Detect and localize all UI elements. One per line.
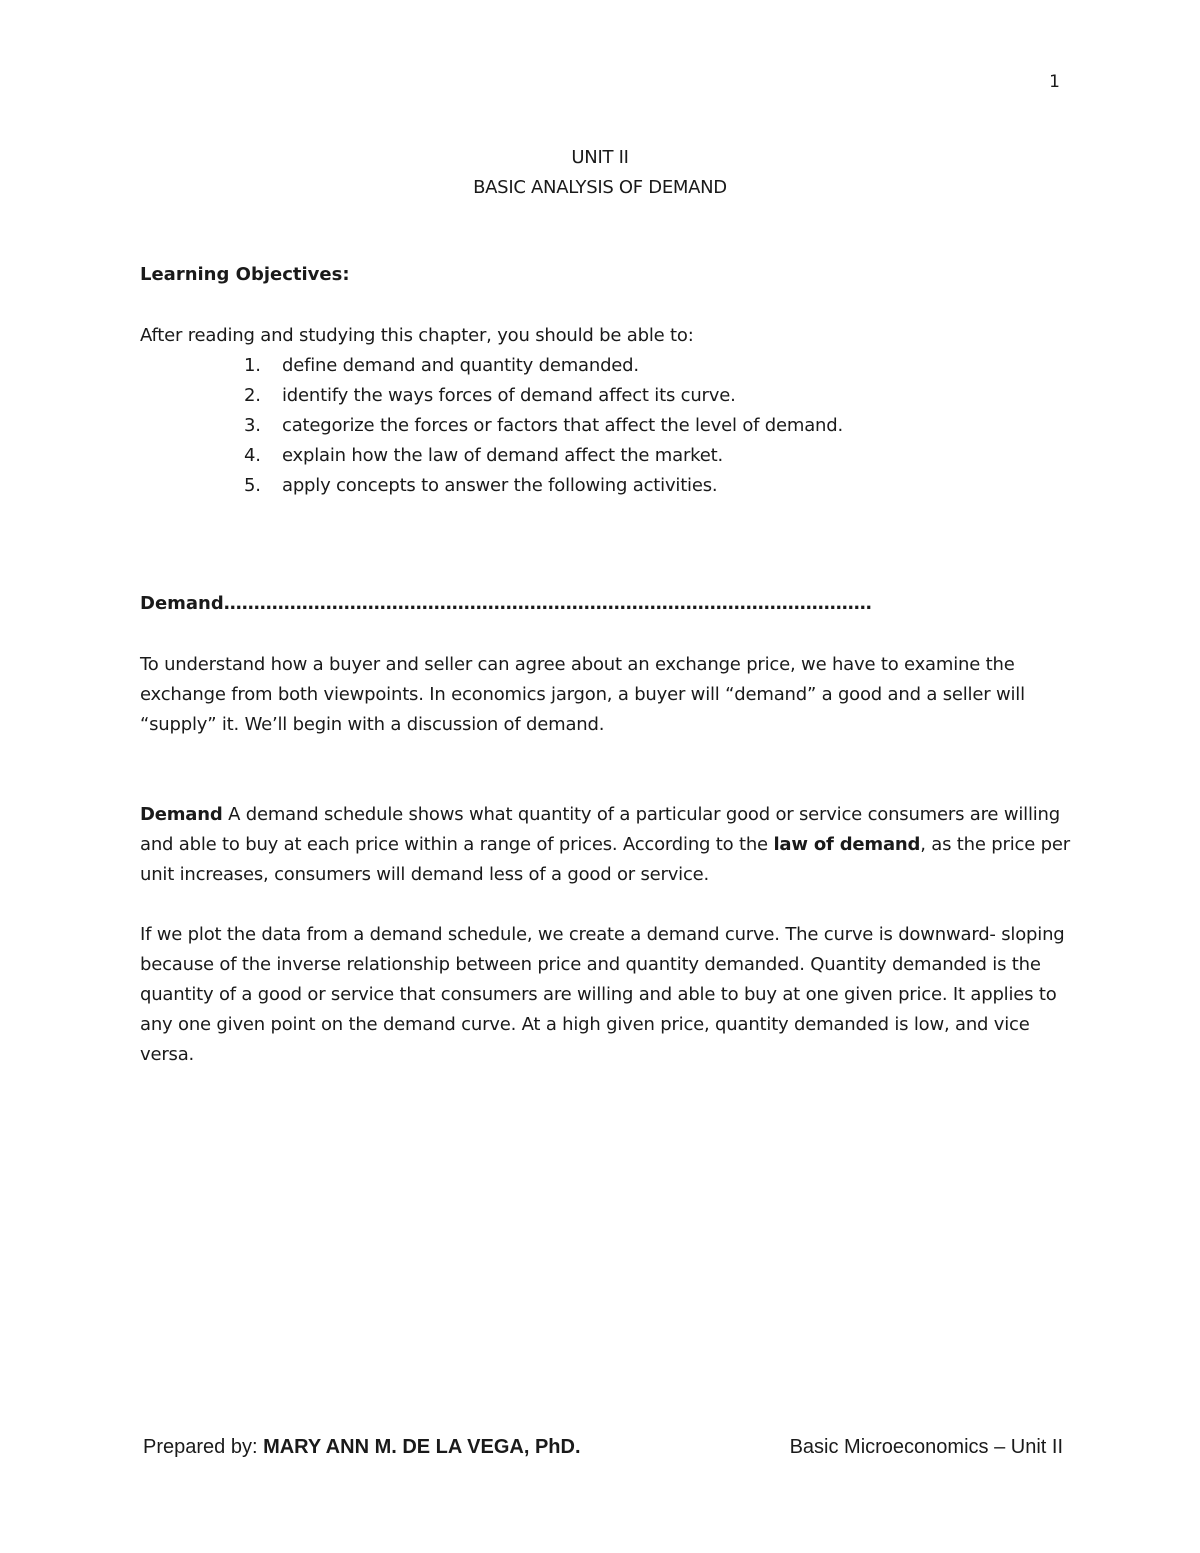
list-item-text: identify the ways forces of demand affect its curve. [282,385,736,406]
demand-curve-paragraph: If we plot the data from a demand schedule, we create a demand curve. The curve is downward- sloping because of the inverse relationship between price and quantity demanded. Quantity demanded is the quantity of a good or service that consumers are willing and able to buy at one given price. It applies to any one given point on the demand curve. At a high given price, quantity demanded is low, and vice versa. [140,924,1065,1065]
list-item-text: categorize the forces or factors that affect the level of demand. [282,415,844,436]
unit-heading [140,143,1060,203]
list-item-number: 5. [244,475,261,496]
list-item [244,471,843,501]
demand-section-title: Demand……………………………………………………………………………………………… [140,593,872,614]
objectives-list [244,351,843,501]
learning-objectives-title: Learning Objectives: [140,264,350,285]
list-item [244,351,843,381]
page-number: 1 [1049,72,1060,92]
list-item-number: 2. [244,385,261,406]
demand-definition-paragraph [140,800,1070,890]
list-item-text: apply concepts to answer the following activities. [282,475,718,496]
list-item-number: 3. [244,415,261,436]
law-of-demand-text: , as the price per unit increases, consumers will demand less of a good or service. [140,834,1070,885]
list-item [244,381,843,411]
page-footer [143,1435,1063,1459]
law-of-demand-term: law of demand [773,834,921,855]
unit-subtitle: BASIC ANALYSIS OF DEMAND [473,177,727,198]
demand-intro-paragraph: To understand how a buyer and seller can agree about an exchange price, we have to examine the exchange from both viewpoints. In economics jargon, a buyer will “demand” a good and a seller will “supply” it. We’ll begin with a discussion of demand. [140,654,1025,735]
list-item [244,441,843,471]
list-item-number: 1. [244,355,261,376]
prepared-by-label: Prepared by: [143,1436,264,1458]
demand-term: Demand [140,804,223,825]
list-item-number: 4. [244,445,261,466]
list-item-text: define demand and quantity demanded. [282,355,639,376]
objectives-intro: After reading and studying this chapter, you should be able to: [140,325,694,346]
author-name: MARY ANN M. DE LA VEGA, PhD. [263,1436,581,1458]
demand-definition-text: A demand schedule shows what quantity of a particular good or service consumers are willing and able to buy at each price within a range of prices. According to the [140,804,1060,855]
course-title: Basic Microeconomics – Unit II [789,1436,1063,1458]
unit-title: UNIT II [571,147,629,168]
list-item-text: explain how the law of demand affect the market. [282,445,724,466]
list-item [244,411,843,441]
